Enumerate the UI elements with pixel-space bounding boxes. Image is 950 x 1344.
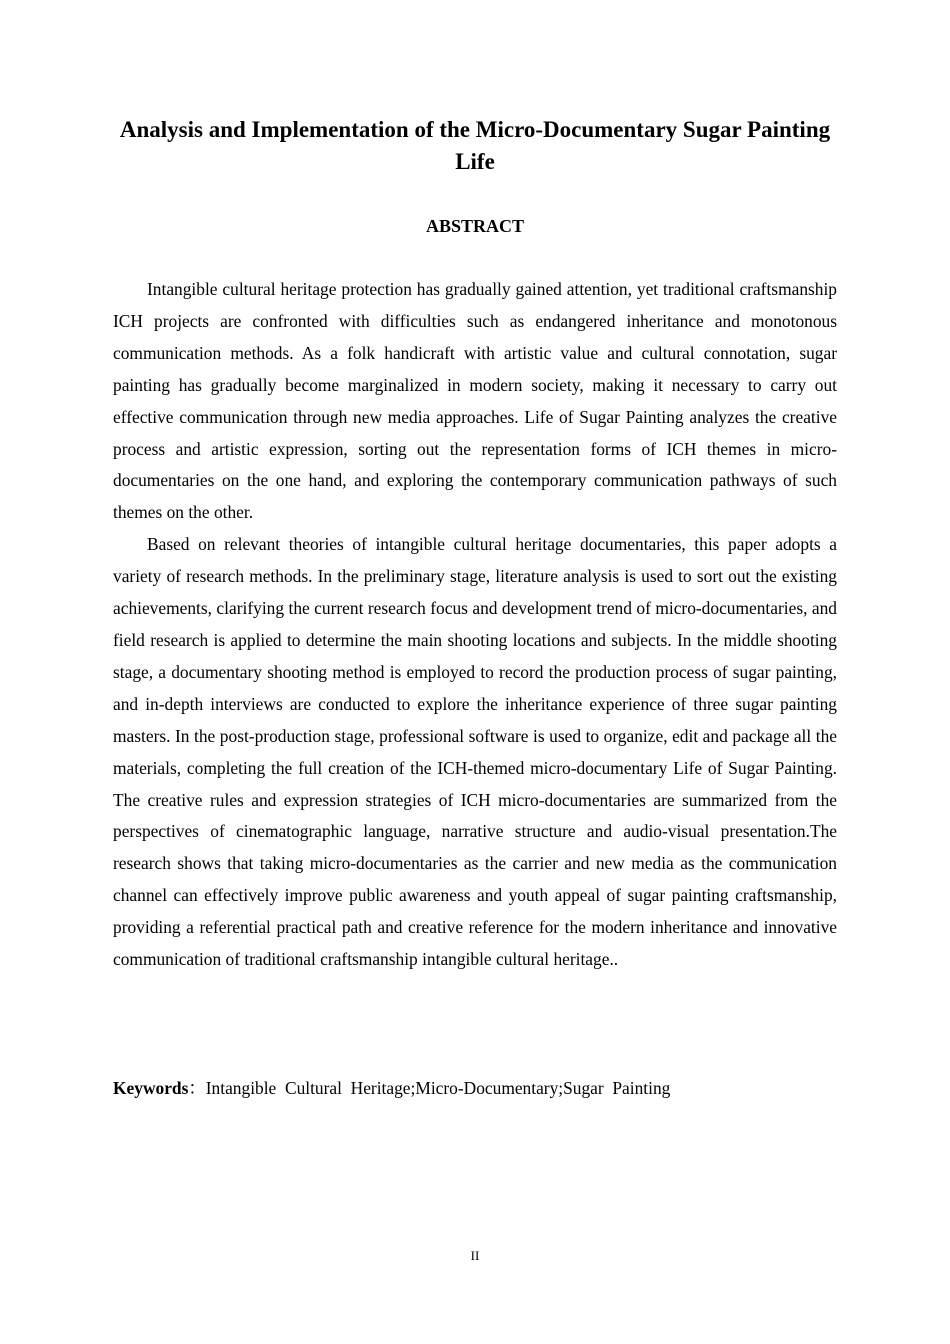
abstract-paragraph-2: Based on relevant theories of intangible cultural heritage documentaries, this paper adopts a variety of research methods. In the preliminary stage, literature analysis is used to sort out the existing achievements, clarifying the current research focus and development trend of micro-documentaries, and field research is applied to determine the main shooting locations and subjects. In the middle shooting stage, a documentary shooting method is employed to record the production process of sugar painting, and in-depth interviews are conducted to explore the inheritance experience of three sugar painting masters. In the post-production stage, professional software is used to organize, edit and package all the materials, completing the full creation of the ICH-themed micro-documentary Life of Sugar Painting. The creative rules and expression strategies of ICH micro-documentaries are summarized from the perspectives of cinematographic language, narrative structure and audio-visual presentation.The research shows that taking micro-documentaries as the carrier and new media as the communication channel can effectively improve public awareness and youth appeal of sugar painting craftsmanship, providing a referential practical path and creative reference for the modern inheritance and innovative communication of traditional craftsmanship intangible cultural heritage.. bbox=[113, 534, 837, 970]
document-title: Analysis and Implementation of the Micro-Documentary Sugar Painting Life bbox=[119, 117, 831, 174]
keywords-line bbox=[113, 1073, 837, 1103]
keywords-label: Keywords bbox=[113, 1078, 189, 1098]
abstract-heading: ABSTRACT bbox=[425, 216, 525, 236]
keywords-separator: ： bbox=[188, 1078, 206, 1098]
page-number: II bbox=[470, 1248, 480, 1263]
abstract-paragraph-1: Intangible cultural heritage protection has gradually gained attention, yet traditional craftsmanship ICH projects are confronted with difficulties such as endangered inheritance and monotonous communication methods. As a folk handicraft with artistic value and cultural connotation, sugar painting has gradually become marginalized in modern society, making it necessary to carry out effective communication through new media approaches. Life of Sugar Painting analyzes the creative process and artistic expression, sorting out the representation forms of ICH themes in micro-documentaries on the one hand, and exploring the contemporary communication pathways of such themes on the other. bbox=[113, 279, 837, 523]
abstract-body bbox=[113, 274, 837, 976]
keywords-value: Intangible Cultural Heritage;Micro-Documentary;Sugar Painting bbox=[205, 1078, 671, 1098]
